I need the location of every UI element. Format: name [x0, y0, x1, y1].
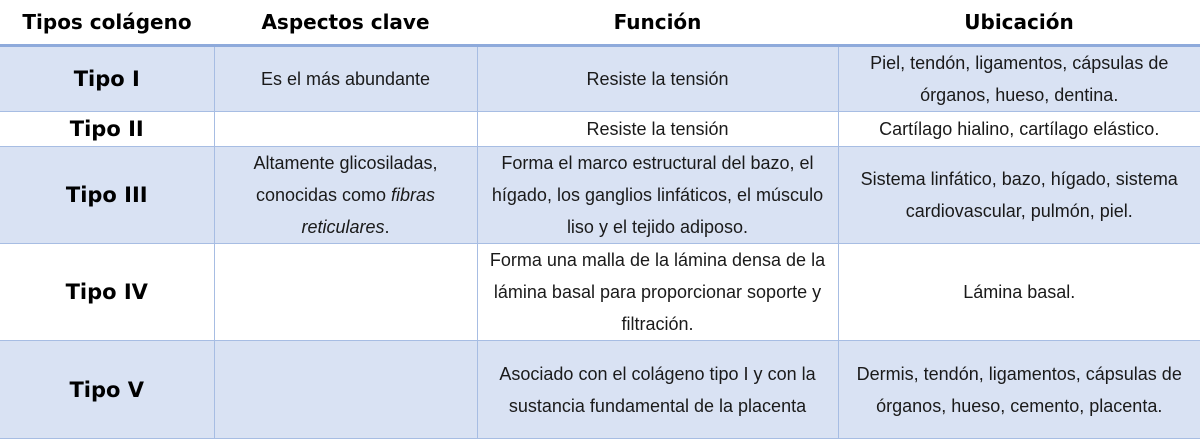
function-cell: Asociado con el colágeno tipo I y con la sustancia fundamental de la placenta	[477, 341, 838, 439]
header-location: Ubicación	[838, 0, 1200, 46]
table-row-tipo-v	[0, 341, 1200, 439]
aspects-text: Altamente glicosiladas, conocidas como	[253, 153, 438, 205]
table-row-tipo-iii	[0, 147, 1200, 244]
header-function: Función	[477, 0, 838, 46]
header-type: Tipos colágeno	[0, 0, 214, 46]
aspects-cell	[214, 341, 477, 439]
location-cell: Piel, tendón, ligamentos, cápsulas de órganos, hueso, dentina.	[838, 46, 1200, 112]
aspects-cell	[214, 244, 477, 341]
function-cell: Resiste la tensión	[477, 112, 838, 147]
table-body	[0, 46, 1200, 439]
table-row-tipo-iv	[0, 244, 1200, 341]
aspects-cell: Es el más abundante	[214, 46, 477, 112]
table-row-tipo-ii	[0, 112, 1200, 147]
function-cell: Forma el marco estructural del bazo, el hígado, los ganglios linfáticos, el músculo liso y el tejido adiposo.	[477, 147, 838, 244]
type-cell: Tipo II	[0, 112, 214, 147]
aspects-italic-text: fibras reticulares	[301, 185, 436, 237]
type-cell: Tipo I	[0, 46, 214, 112]
aspects-period: .	[384, 217, 390, 237]
location-cell: Sistema linfático, bazo, hígado, sistema cardiovascular, pulmón, piel.	[838, 147, 1200, 244]
function-cell: Forma una malla de la lámina densa de la lámina basal para proporcionar soporte y filtración.	[477, 244, 838, 341]
location-cell: Cartílago hialino, cartílago elástico.	[838, 112, 1200, 147]
type-cell: Tipo IV	[0, 244, 214, 341]
aspects-cell	[214, 147, 477, 244]
header-row	[0, 0, 1200, 46]
location-cell: Lámina basal.	[838, 244, 1200, 341]
header-aspects: Aspectos clave	[214, 0, 477, 46]
location-cell: Dermis, tendón, ligamentos, cápsulas de órganos, hueso, cemento, placenta.	[838, 341, 1200, 439]
table-row-tipo-i	[0, 46, 1200, 112]
table-header	[0, 0, 1200, 46]
aspects-cell	[214, 112, 477, 147]
function-cell: Resiste la tensión	[477, 46, 838, 112]
type-cell: Tipo III	[0, 147, 214, 244]
type-cell: Tipo V	[0, 341, 214, 439]
